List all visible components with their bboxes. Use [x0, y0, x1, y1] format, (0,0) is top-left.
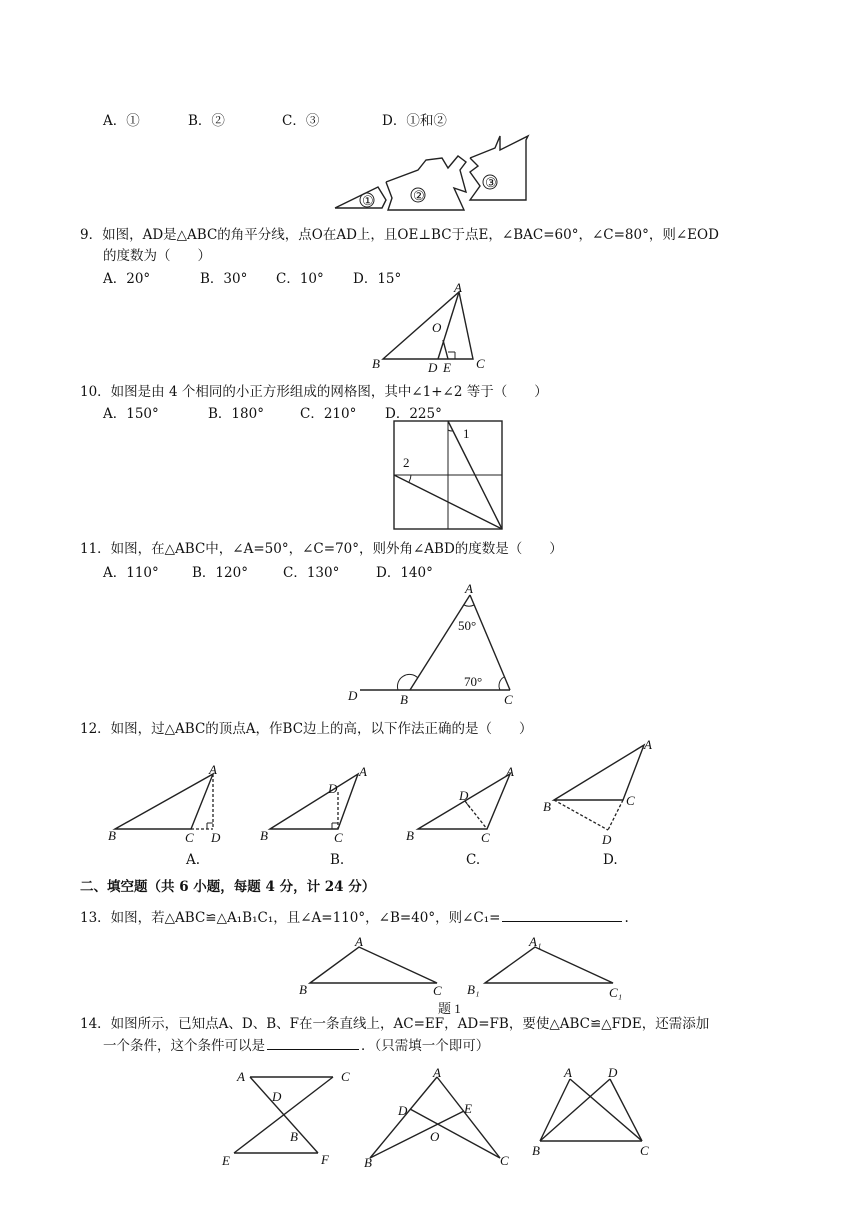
q12-caption-d: D. [603, 852, 618, 868]
q13-answer-blank[interactable] [502, 920, 622, 922]
q11-label-c: C [504, 692, 513, 707]
q11-option-b: B．120° [192, 565, 248, 581]
q10-label-2: 2 [403, 455, 410, 470]
svg-text:A: A [237, 1069, 245, 1084]
q11-stem: 11．如图，在△ABC中，∠A=50°，∠C=70°，则外角∠ABD的度数是（ ） [80, 541, 563, 557]
svg-text:A: A [564, 1065, 572, 1080]
q9-label-c: C [476, 356, 485, 371]
q11-label-a: A [465, 581, 473, 596]
q14-stem-line1: 14．如图所示，已知点A、D、B、F在一条直线上，AC=EF，AD=FB，要使△ABC≌△FDE，还需添加 [80, 1016, 710, 1032]
svg-text:B: B [364, 1155, 372, 1170]
q8-option-d: D．①和② [382, 113, 447, 129]
q12-caption-a: A. [186, 852, 201, 868]
q10-option-b: B．180° [208, 406, 264, 422]
svg-text:A: A [433, 1065, 441, 1080]
svg-text:A: A [209, 762, 217, 777]
q8-broken-triangle-figure [330, 130, 530, 215]
svg-text:D: D [328, 781, 338, 796]
svg-text:E: E [222, 1153, 230, 1168]
svg-text:B: B [543, 799, 551, 814]
q13-stem-row: 13．如图，若△ABC≌△A₁B₁C₁，且∠A=110°，∠B=40°，则∠C₁= . [80, 910, 629, 926]
svg-text:B: B [532, 1143, 540, 1158]
svg-text:C: C [640, 1143, 649, 1158]
q11-option-a: A．110° [103, 565, 159, 581]
svg-text:C: C [626, 793, 635, 808]
q12-caption-b: B. [330, 852, 345, 868]
q14-figure-1 [220, 1065, 360, 1175]
q8-option-c: C．③ [282, 113, 320, 129]
q13-caption: 题 1 [438, 1001, 461, 1016]
svg-text:E: E [464, 1101, 472, 1116]
q11-angle-a: 50° [458, 618, 477, 633]
q8-piece-2 [386, 156, 466, 210]
q9-label-e: E [443, 360, 451, 375]
q13-stem: 13．如图，若△ABC≌△A₁B₁C₁，且∠A=110°，∠B=40°，则∠C₁= [80, 910, 501, 926]
svg-text:D: D [602, 832, 612, 847]
q10-option-c: C．210° [300, 406, 357, 422]
svg-text:C: C [341, 1069, 350, 1084]
svg-text:D: D [459, 788, 469, 803]
q11-label-b: B [400, 692, 408, 707]
q8-piece-3 [470, 136, 528, 200]
q9-label-o: O [432, 320, 442, 335]
q14-figure-3 [530, 1063, 670, 1168]
q9-label-a: A [454, 280, 462, 295]
q12-figure-d [540, 735, 670, 847]
svg-text:B₁: B₁ [467, 982, 480, 997]
q9-option-c: C．10° [276, 271, 324, 287]
q11-triangle-figure [340, 580, 530, 710]
q8-label-1: ① [362, 193, 374, 208]
q12-figure-c [403, 762, 533, 847]
svg-text:D: D [398, 1103, 408, 1118]
svg-text:F: F [321, 1152, 329, 1167]
q11-option-c: C．130° [283, 565, 340, 581]
q9-label-b: B [372, 356, 380, 371]
q10-option-d: D．225° [385, 406, 442, 422]
q8-option-a: A．① [103, 113, 140, 129]
svg-text:D: D [608, 1065, 618, 1080]
q12-figure-a [105, 762, 235, 847]
q12-figure-b [255, 762, 385, 847]
q10-stem: 10．如图是由 4 个相同的小正方形组成的网格图，其中∠1+∠2 等于（ ） [80, 384, 548, 400]
q9-option-a: A．20° [103, 271, 151, 287]
svg-text:A: A [359, 764, 367, 779]
q9-stem-line2: 的度数为（ ） [103, 248, 211, 264]
section2-heading: 二、填空题（共 6 小题，每题 4 分，计 24 分） [80, 879, 376, 895]
svg-text:B: B [260, 828, 268, 843]
svg-text:A: A [506, 764, 514, 779]
q9-label-d: D [428, 360, 438, 375]
q9-triangle-figure [370, 282, 500, 377]
svg-text:B: B [299, 982, 307, 997]
q13-triangles-figure [295, 935, 635, 1015]
q10-option-a: A．150° [103, 406, 159, 422]
q11-option-d: D．140° [376, 565, 433, 581]
svg-text:B: B [108, 828, 116, 843]
q12-stem: 12．如图，过△ABC的顶点A，作BC边上的高，以下作法正确的是（ ） [80, 721, 533, 737]
q14-figure-2 [360, 1065, 520, 1175]
q11-label-d: D [348, 688, 358, 703]
svg-text:C: C [481, 830, 490, 845]
svg-text:C₁: C₁ [609, 985, 623, 1000]
svg-text:B: B [406, 828, 414, 843]
svg-text:C: C [185, 830, 194, 845]
svg-text:D: D [272, 1089, 282, 1104]
q9-stem-line1: 9．如图，AD是△ABC的角平分线，点O在AD上，且OE⊥BC于点E，∠BAC=60°，∠C=80°，则∠EOD [80, 227, 719, 243]
svg-text:A₁: A₁ [529, 934, 542, 949]
q10-grid-figure [393, 420, 505, 532]
svg-text:A: A [355, 934, 363, 949]
svg-text:C: C [500, 1153, 509, 1168]
svg-text:C: C [334, 830, 343, 845]
q9-option-d: D．15° [353, 271, 402, 287]
q8-label-3: ③ [485, 175, 497, 190]
q12-caption-c: C. [466, 852, 481, 868]
q9-option-b: B．30° [200, 271, 248, 287]
svg-text:O: O [430, 1129, 440, 1144]
svg-text:C: C [433, 983, 442, 998]
q14-stem-line2-row: 一个条件，这个条件可以是 ．（只需填一个即可） [103, 1038, 490, 1054]
svg-text:B: B [290, 1129, 298, 1144]
q10-label-1: 1 [463, 426, 470, 441]
svg-text:A: A [644, 737, 652, 752]
q11-angle-c: 70° [464, 674, 483, 689]
q8-option-b: B．② [188, 113, 225, 129]
svg-text:D: D [211, 830, 221, 845]
q8-label-2: ② [413, 188, 425, 203]
q14-answer-blank[interactable] [267, 1048, 359, 1050]
